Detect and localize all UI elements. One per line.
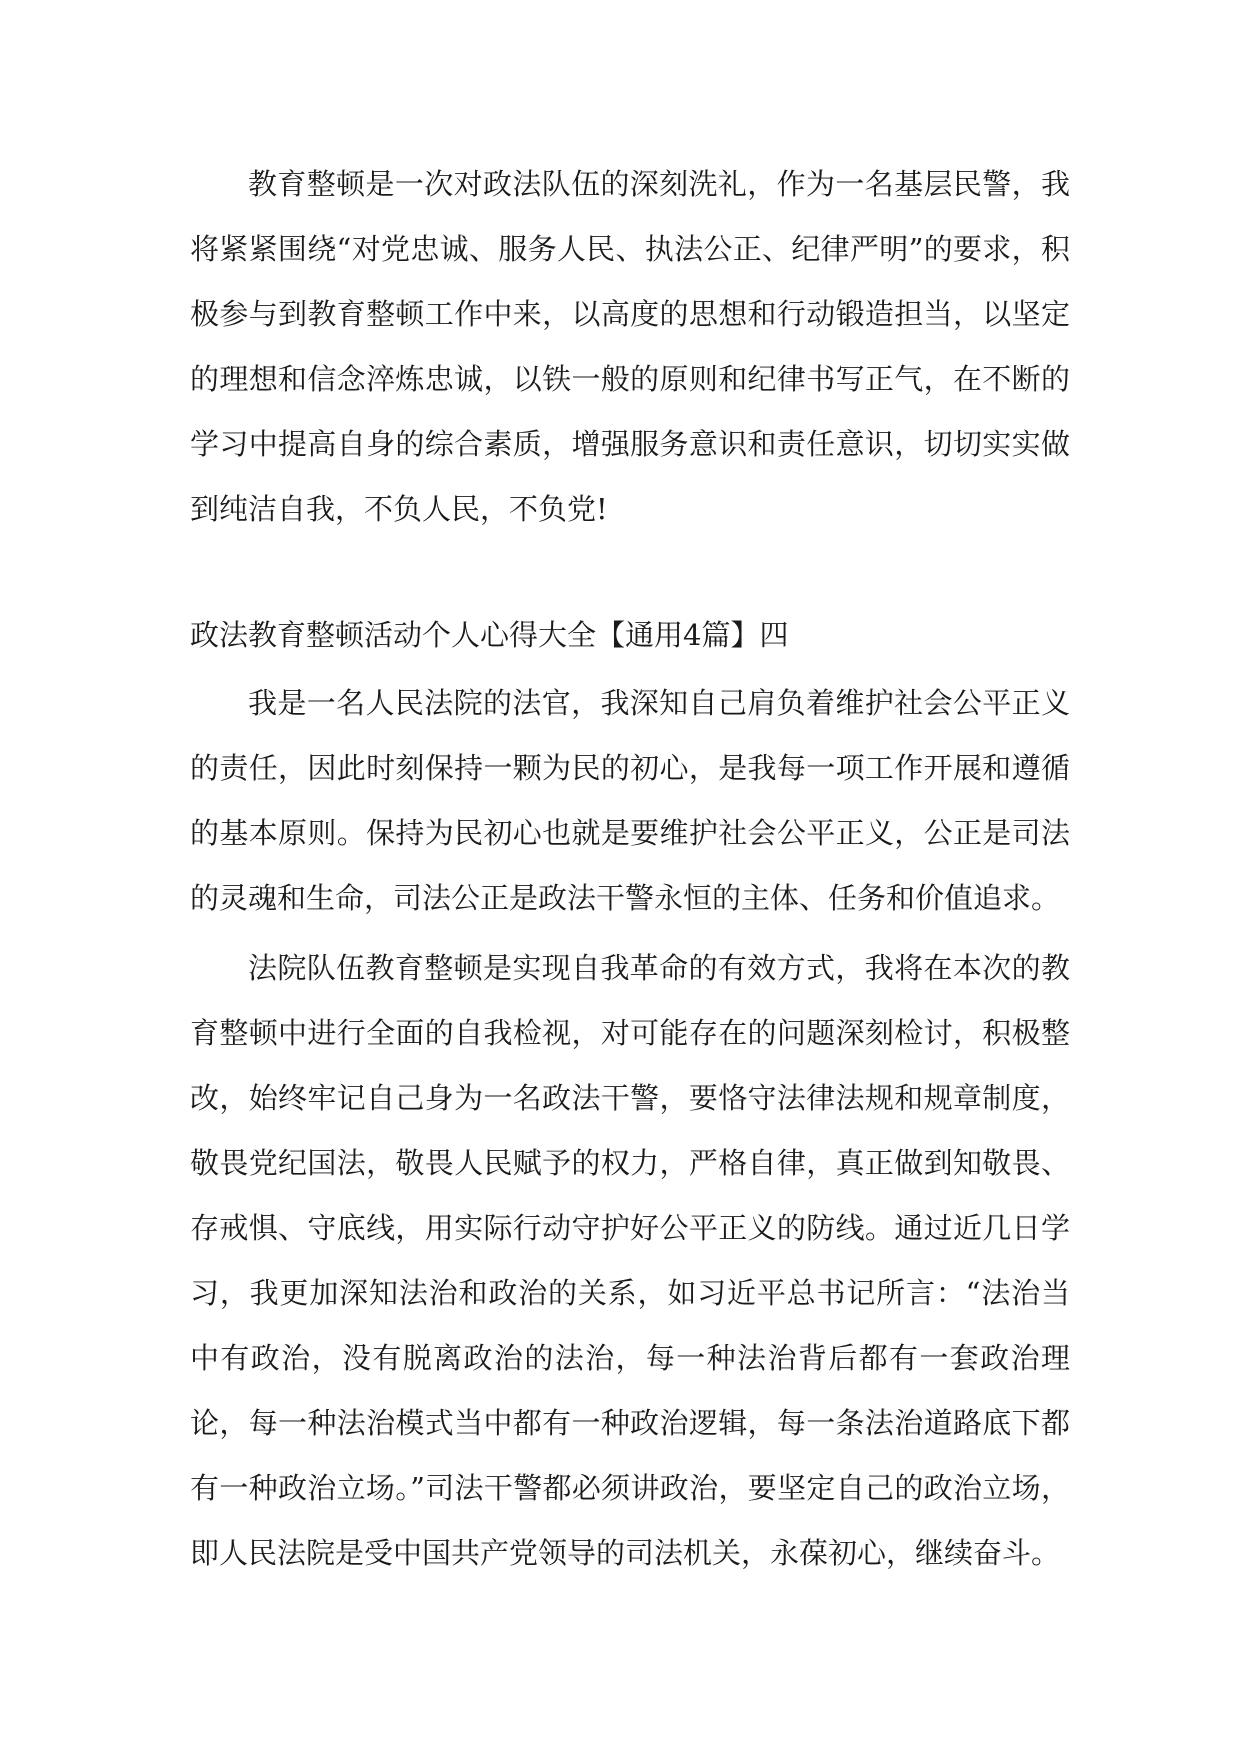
paragraph-education-rectification: 教育整顿是一次对政法队伍的深刻洗礼，作为一名基层民警，我将紧紧围绕“对党忠诚、服务人民、执法公正、纪律严明”的要求，积极参与到教育整顿工作中来，以高度的思想和行动锻造担当，以坚定的理想和信念淬炼忠诚，以铁一般的原则和纪律书写正气，在不断的学习中提高自身的综合素质，增强服务意识和责任意识，切切实实做到纯洁自我，不负人民，不负党! (190, 167, 1070, 526)
section-heading: 政法教育整顿活动个人心得大全【通用4篇】四 (190, 618, 789, 652)
paragraph-court-rectification: 法院队伍教育整顿是实现自我革命的有效方式，我将在本次的教育整顿中进行全面的自我检视，对可能存在的问题深刻检讨，积极整改，始终牢记自己身为一名政法干警，要恪守法律法规和规章制度，敬畏党纪国法，敬畏人民赋予的权力，严格自律，真正做到知敬畏、存戒惧、守底线，用实际行动守护好公平正义的防线。通过近几日学习，我更加深知法治和政治的关系，如习近平总书记所言：“法治当中有政治，没有脱离政治的法治，每一种法治背后都有一套政治理论，每一种法治模式当中都有一种政治逻辑，每一条法治道路底下都有一种政治立场。”司法干警都必须讲政治，要坚定自己的政治立场，即人民法院是受中国共产党领导的司法机关，永葆初心，继续奋斗。 (190, 951, 1070, 1570)
paragraph-judge-mission: 我是一名人民法院的法官，我深知自己肩负着维护社会公平正义的责任，因此时刻保持一颗为民的初心，是我每一项工作开展和遵循的基本原则。保持为民初心也就是要维护社会公平正义，公正是司法的灵魂和生命，司法公正是政法干警永恒的主体、任务和价值追求。 (190, 686, 1070, 915)
